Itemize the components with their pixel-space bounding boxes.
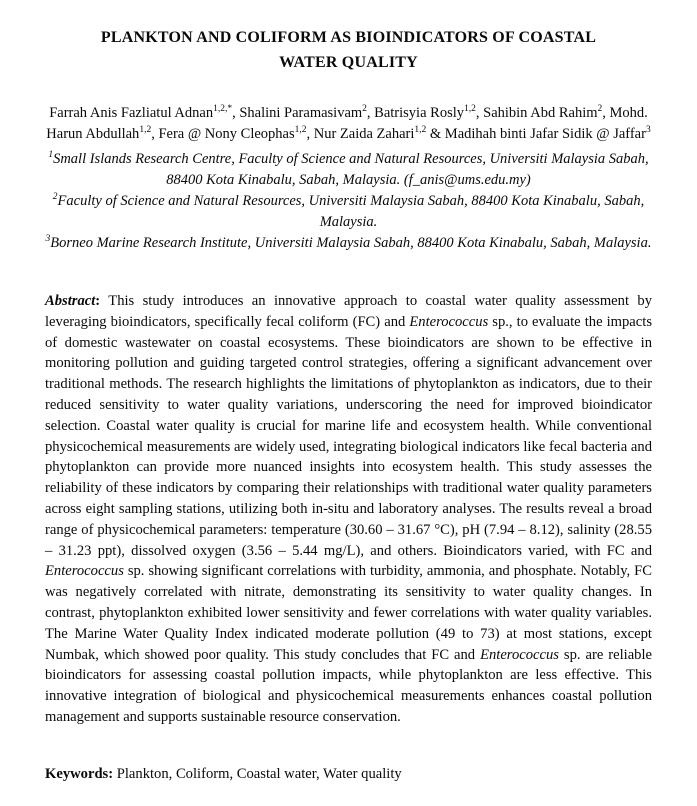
paper-title: [45, 25, 652, 75]
text-segment: Farrah Anis Fazliatul Adnan: [49, 105, 214, 121]
text-segment: , Sahibin Abd Rahim: [475, 105, 598, 121]
text-segment: Enterococcus: [409, 313, 489, 330]
text-segment: Small Islands Research Centre, Faculty of Science and Natural Resources, Universiti Malaysia Sabah, 88400 Kota Kinabalu, Sabah, Malaysia. (f_anis@ums.edu.my): [53, 151, 649, 188]
superscript-marker: 2: [52, 192, 58, 203]
text-segment: Enterococcus: [480, 646, 559, 663]
paper-title-line-1: PLANKTON AND COLIFORM AS BIOINDICATORS OF COASTAL: [100, 29, 597, 46]
text-segment: , Nur Zaida Zahari: [306, 126, 415, 142]
text-segment: , Mohd. Harun Abdullah: [46, 105, 648, 142]
superscript-marker: 1,2: [414, 125, 427, 136]
superscript-marker: 1,2,*: [213, 104, 233, 115]
affiliation-3: [45, 233, 652, 254]
text-segment: , Shalini Paramasivam: [232, 105, 363, 121]
text-segment: sp. showing significant correlations with turbidity, ammonia, and phosphate. Notably, FC was negatively correlated with nitrate, demonstrating its sensitivity to water quality changes. In contrast, phytoplankton exhibited lower sensitivity and fewer correlations with water quality variables. The Marine Water Quality Index indicated moderate pollution (49 to 73) at most stations, except Numbak, which showed poor quality. This study concludes that FC and: [45, 563, 652, 663]
superscript-marker: 2: [597, 104, 603, 115]
text-segment: & Madihah binti Jafar Sidik @ Jaffar: [426, 126, 646, 142]
text-segment: , Batrisyia Rosly: [366, 105, 464, 121]
author-list: [45, 103, 652, 145]
superscript-marker: 1: [48, 150, 54, 161]
text-segment: sp., to evaluate the impacts of domestic wastewater on coastal ecosystems. These bioindicators are shown to be effective in monitoring pollution and guiding targeted control strategies, offering a significant advancement over traditional methods. The research highlights the limitations of phytoplankton as indicators, due to their reduced sensitivity to water quality variations, underscoring the need for improved bioindicator selection. Coastal water quality is crucial for marine life and ecosystem health. While conventional physicochemical measurements are widely used, integrating biological indicators like fecal bacteria and phytoplankton can provide more nuanced insights into ecosystem health. This study assesses the reliability of these indicators by comparing their relationships with traditional water quality parameters across eight sampling stations, utilizing both in-situ and laboratory analyses. The results reveal a broad range of physicochemical parameters: temperature (30.60 – 31.67 °C), pH (7.94 – 8.12), salinity (28.55 – 31.23 ppt), dissolved oxygen (3.56 – 5.44 mg/L), and others. Bioindicators varied, with FC and: [45, 313, 653, 559]
text-segment: Borneo Marine Research Institute, Universiti Malaysia Sabah, 88400 Kota Kinabalu, Sabah, Malaysia.: [50, 235, 652, 251]
superscript-marker: 3: [45, 234, 51, 245]
affiliation-2: [45, 191, 652, 233]
keywords-line: [45, 764, 652, 785]
affiliations: [45, 149, 652, 254]
keywords-label: Keywords:: [45, 765, 114, 782]
text-segment: Enterococcus: [45, 563, 124, 580]
abstract-paragraph: [45, 291, 652, 728]
text-segment: Abstract: [45, 293, 96, 309]
keywords-text: Plankton, Coliform, Coastal water, Water quality: [113, 765, 402, 782]
superscript-marker: 1,2: [294, 125, 307, 136]
affiliation-1: [45, 149, 652, 191]
text-segment: Faculty of Science and Natural Resources, Universiti Malaysia Sabah, 88400 Kota Kinabalu, Sabah, Malaysia.: [57, 193, 645, 230]
superscript-marker: 1,2: [139, 125, 152, 136]
text-segment: This study introduces an innovative approach to coastal water quality assessment by leveraging bioindicators, specifically fecal coliform (FC) and: [45, 293, 652, 330]
text-segment: :: [95, 293, 101, 309]
paper-title-line-2: WATER QUALITY: [279, 54, 418, 71]
superscript-marker: 3: [645, 125, 651, 136]
text-segment: sp. are reliable bioindicators for assessing coastal pollution impacts, while phytoplankton are less effective. This innovative integration of biological and physicochemical measurements enhances coastal pollution management and supports sustainable resource conservation.: [45, 646, 652, 725]
text-segment: , Fera @ Nony Cleophas: [151, 126, 295, 142]
superscript-marker: 2: [362, 104, 367, 115]
superscript-marker: 1,2: [464, 104, 476, 115]
